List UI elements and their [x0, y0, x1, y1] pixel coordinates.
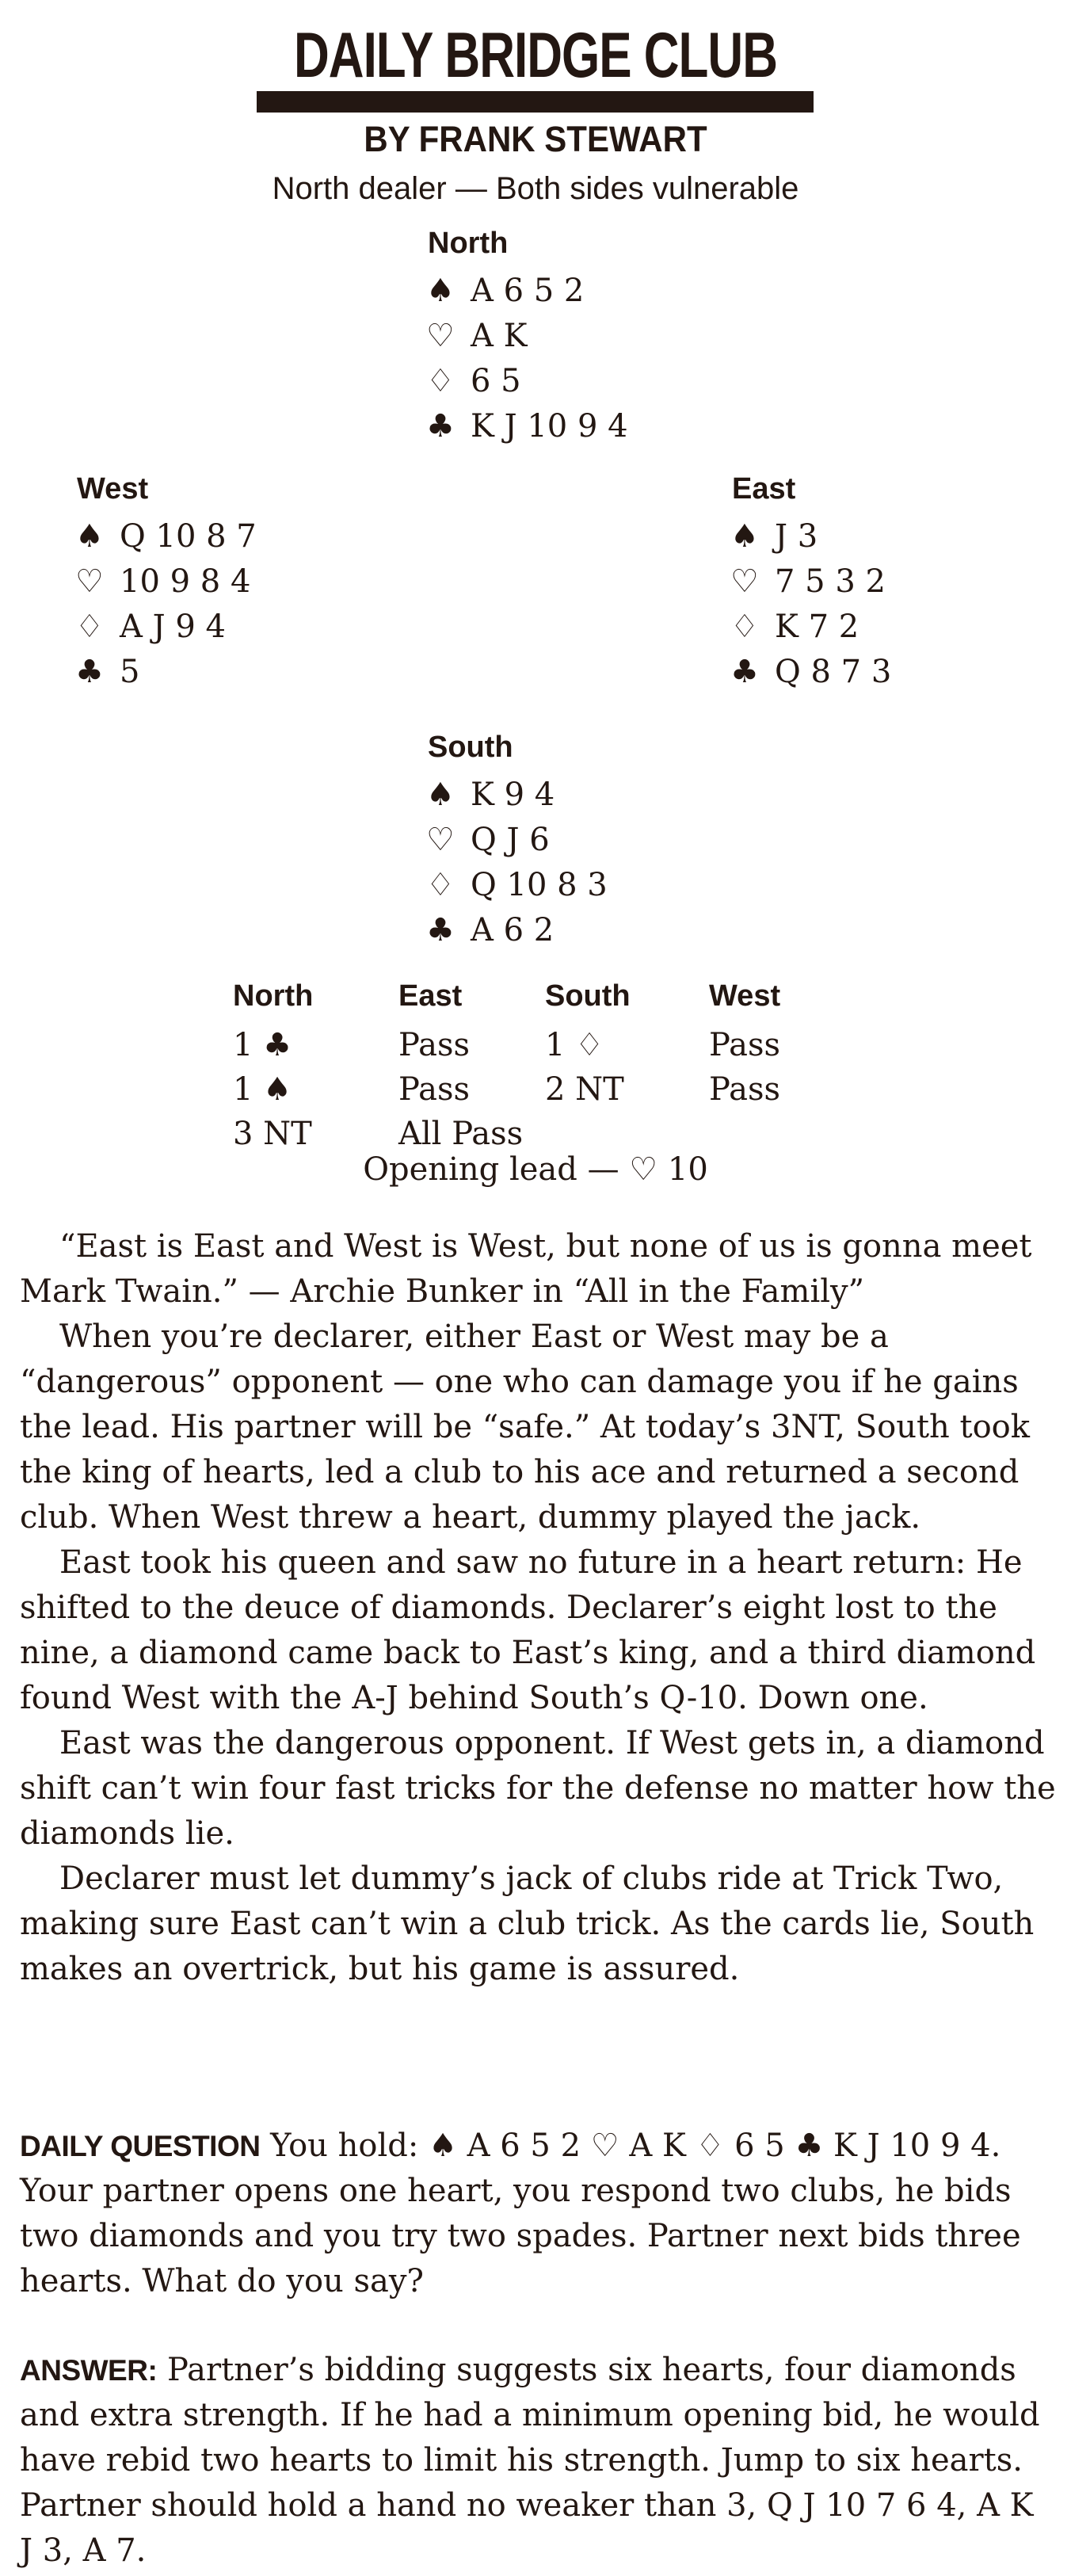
answer-label: ANSWER: [20, 2354, 158, 2387]
title-underline-bar [257, 91, 814, 113]
south-hand-label: South [428, 731, 513, 764]
daily-question-text: You hold: ♠ A 6 5 2 ♡ A K ♢ 6 5 ♣ K J 10 9 4. Your partner opens one heart, you respond two clubs, he bids two diamonds and you try two spades. Partner next bids three hearts. What do you say? [20, 2128, 1021, 2299]
north-hand-label: North [428, 227, 509, 260]
bid-cell: 1 ♣ [233, 1027, 292, 1063]
south-diamonds-line [426, 863, 608, 908]
bid-cell: Pass [398, 1027, 471, 1063]
south-clubs-cards: A 6 2 [471, 912, 555, 948]
east-clubs-line [730, 650, 891, 695]
south-hearts-line [426, 818, 608, 863]
spade-icon: ♠ [426, 777, 455, 813]
body-paragraph: When you’re declarer, either East or West may be a “dangerous” opponent — one who can damage you if he gains the lead. His partner will be “safe.” At today’s 3NT, South took the king of hearts, led a club to his ace and returned a second club. When West threw a heart, dummy played the jack. [20, 1319, 1030, 1536]
heart-icon: ♡ [75, 563, 104, 600]
bid-cell: Pass [398, 1071, 471, 1108]
diamond-icon: ♢ [75, 609, 104, 645]
daily-question-paragraph [20, 2124, 1056, 2304]
bid-cell: 1 ♢ [545, 1027, 604, 1063]
bid-header-north: North [233, 979, 314, 1013]
heart-icon: ♡ [730, 563, 759, 600]
west-hearts-line [75, 559, 257, 605]
spade-icon: ♠ [730, 518, 759, 555]
east-spades-line [730, 514, 891, 559]
club-icon: ♣ [426, 912, 455, 948]
west-hand-label: West [77, 472, 149, 506]
byline: BY FRANK STEWART [364, 119, 707, 159]
east-diamonds-line [730, 605, 891, 650]
west-hearts-cards: 10 9 8 4 [120, 563, 251, 600]
bid-header-west: West [709, 979, 781, 1013]
heart-icon: ♡ [426, 318, 455, 354]
dealer-vulnerability-line: North dealer — Both sides vulnerable [272, 171, 799, 206]
north-clubs-cards: K J 10 9 4 [471, 408, 628, 445]
bid-cell: Pass [709, 1071, 781, 1108]
west-diamonds-line [75, 605, 257, 650]
diamond-icon: ♢ [730, 609, 759, 645]
north-clubs-line [426, 404, 628, 449]
south-clubs-line [426, 908, 608, 953]
spade-icon: ♠ [75, 518, 104, 555]
west-hand [75, 472, 257, 695]
diamond-icon: ♢ [426, 867, 455, 903]
body-paragraph: Declarer must let dummy’s jack of clubs ride at Trick Two, making sure East can’t win a club trick. As the cards lie, South makes an overtrick, but his game is assured. [20, 1860, 1035, 1987]
north-spades-cards: A 6 5 2 [471, 273, 585, 309]
answer-paragraph [20, 2348, 1056, 2574]
club-icon: ♣ [426, 408, 455, 445]
bidding-table [233, 979, 842, 1156]
west-clubs-line [75, 650, 257, 695]
west-spades-cards: Q 10 8 7 [120, 518, 257, 555]
north-hearts-line [426, 314, 628, 359]
east-hearts-cards: 7 5 3 2 [775, 563, 886, 600]
north-diamonds-cards: 6 5 [471, 363, 521, 399]
spade-icon: ♠ [426, 273, 455, 309]
bid-cell: 1 ♠ [233, 1071, 292, 1108]
club-icon: ♣ [75, 654, 104, 690]
south-hearts-cards: Q J 6 [471, 822, 550, 858]
south-hand [426, 731, 608, 953]
east-clubs-cards: Q 8 7 3 [775, 654, 892, 690]
south-spades-line [426, 773, 608, 818]
answer-text: Partner’s bidding suggests six hearts, four diamonds and extra strength. If he had a minimum opening bid, he would have rebid two hearts to limit his strength. Jump to six hearts. Partner should hold a hand no weaker than 3, Q J 10 7 6 4, A K J 3, A 7. [20, 2352, 1040, 2569]
south-diamonds-cards: Q 10 8 3 [471, 867, 608, 903]
masthead [0, 19, 1071, 91]
west-diamonds-cards: A J 9 4 [120, 609, 226, 645]
daily-question-label: DAILY QUESTION [20, 2130, 261, 2162]
column-body [20, 1224, 1056, 1992]
north-diamonds-line [426, 359, 628, 404]
opening-lead-line: Opening lead — ♡ 10 [363, 1151, 708, 1188]
body-paragraph: East was the dangerous opponent. If West gets in, a diamond shift can’t win four fast tricks for the defense no matter how the diamonds lie. [20, 1725, 1056, 1852]
page-title: DAILY BRIDGE CLUB [294, 20, 777, 91]
east-spades-cards: J 3 [775, 518, 818, 555]
east-hearts-line [730, 559, 891, 605]
club-icon: ♣ [730, 654, 759, 690]
west-spades-line [75, 514, 257, 559]
heart-icon: ♡ [426, 822, 455, 858]
diamond-icon: ♢ [426, 363, 455, 399]
bid-cell: 3 NT [233, 1116, 312, 1152]
east-hand [730, 472, 891, 695]
body-paragraph: “East is East and West is West, but none of us is gonna meet Mark Twain.” — Archie Bunker in “All in the Family” [20, 1228, 1032, 1310]
north-hand [426, 227, 628, 449]
bid-cell: All Pass [398, 1116, 524, 1152]
bid-header-south: South [545, 979, 631, 1013]
bid-header-east: East [398, 979, 463, 1013]
north-spades-line [426, 269, 628, 314]
east-diamonds-cards: K 7 2 [775, 609, 859, 645]
south-spades-cards: K 9 4 [471, 777, 555, 813]
east-hand-label: East [732, 472, 796, 506]
west-clubs-cards: 5 [120, 654, 140, 690]
bid-cell: Pass [709, 1027, 781, 1063]
body-paragraph: East took his queen and saw no future in a heart return: He shifted to the deuce of diamonds. Declarer’s eight lost to the nine, a diamond came back to East’s king, and a third diamond found West with the A-J behind South’s Q-10. Down one. [20, 1544, 1036, 1716]
bid-cell: 2 NT [545, 1071, 624, 1108]
north-hearts-cards: A K [471, 318, 528, 354]
